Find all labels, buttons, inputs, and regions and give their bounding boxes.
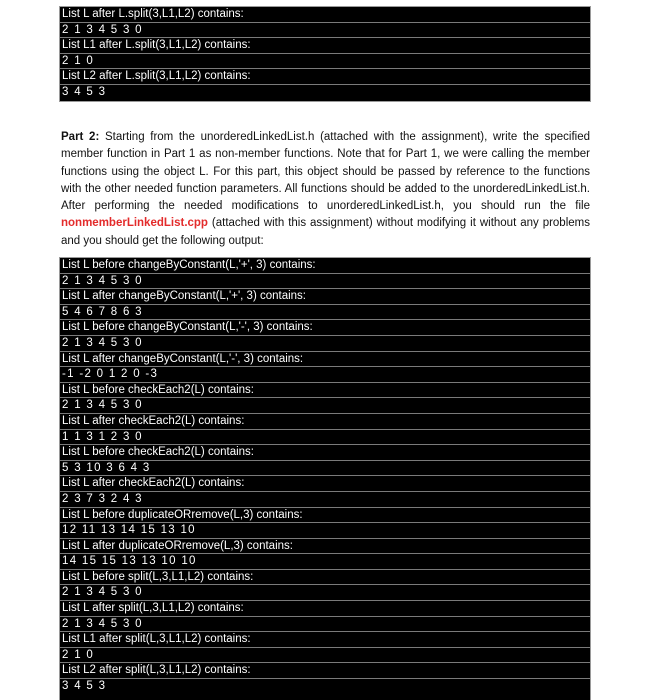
console-values-line: 2 1 0 xyxy=(60,54,590,70)
console-label-line: List L2 after L.split(3,L1,L2) contains: xyxy=(60,69,590,85)
console-values-line: 5 3 10 3 6 4 3 xyxy=(60,461,590,477)
console-label-line: List L after checkEach2(L) contains: xyxy=(60,476,590,492)
console-values-line: 2 1 3 4 5 3 0 xyxy=(60,617,590,633)
filename-highlight: nonmemberLinkedList.cpp xyxy=(61,217,208,230)
console-values-line: 3 4 5 3 xyxy=(62,680,107,693)
console-values-line: -1 -2 0 1 2 0 -3 xyxy=(60,367,590,383)
console-values-line: 2 1 0 xyxy=(60,648,590,664)
console-label-line: List L before checkEach2(L) contains: xyxy=(60,445,590,461)
console-values-line: 1 1 3 1 2 3 0 xyxy=(60,430,590,446)
console-values-line: 2 1 3 4 5 3 0 xyxy=(60,585,590,601)
output-console-top xyxy=(59,6,591,102)
console-label-line: List L before changeByConstant(L,'-', 3) contains: xyxy=(60,320,590,336)
console-label-line: List L before changeByConstant(L,'+', 3) contains: xyxy=(60,258,590,274)
console-values-line: 2 1 3 4 5 3 0 xyxy=(60,23,590,39)
part2-text-after: (attached with this assignment) without modifying it without any problems and you should get the following output: xyxy=(61,217,590,247)
console-label-line: List L after duplicateORremove(L,3) contains: xyxy=(60,539,590,555)
console-label-line: List L1 after L.split(3,L1,L2) contains: xyxy=(60,38,590,54)
console-label-line: List L after changeByConstant(L,'+', 3) contains: xyxy=(60,289,590,305)
output-console-bottom xyxy=(59,257,591,700)
console-label-line: List L after checkEach2(L) contains: xyxy=(60,414,590,430)
console-values-line: 5 4 6 7 8 6 3 xyxy=(60,305,590,321)
console-values-line: 2 3 7 3 2 4 3 xyxy=(60,492,590,508)
console-label-line: List L before split(L,3,L1,L2) contains: xyxy=(60,570,590,586)
console-values-line: 2 1 3 4 5 3 0 xyxy=(60,336,590,352)
part2-heading: Part 2: xyxy=(61,131,100,143)
console-values-line: 2 1 3 4 5 3 0 xyxy=(60,274,590,290)
console-values-line: 14 15 15 13 13 10 10 xyxy=(60,554,590,570)
console-label-line: List L2 after split(L,3,L1,L2) contains: xyxy=(60,663,590,679)
console-values-line: 12 11 13 14 15 13 10 xyxy=(60,523,590,539)
console-values-line: 2 1 3 4 5 3 0 xyxy=(60,398,590,414)
console-label-line: List L before checkEach2(L) contains: xyxy=(60,383,590,399)
console-label-line: List L1 after split(L,3,L1,L2) contains: xyxy=(60,632,590,648)
console-label-line: List L after split(L,3,L1,L2) contains: xyxy=(60,601,590,617)
console-label-line: List L before duplicateORremove(L,3) contains: xyxy=(60,508,590,524)
console-label-line: List L after L.split(3,L1,L2) contains: xyxy=(60,7,590,23)
console-label-line: List L after changeByConstant(L,'-', 3) contains: xyxy=(60,352,590,368)
part2-paragraph xyxy=(61,129,590,250)
console-values-line: 3 4 5 3 xyxy=(62,85,107,98)
part2-text-before: Starting from the unorderedLinkedList.h (attached with the assignment), write the specified member function in Part 1 as non-member functions. Note that for Part 1, we were calling the member functions using the object L. For this part, this object should be passed by reference to the functions with the other needed function parameters. All functions should be added to the unorderedLinkedList.h. After performing the needed modifications to unorderedLinkedList.h, you should run the file xyxy=(61,131,590,213)
